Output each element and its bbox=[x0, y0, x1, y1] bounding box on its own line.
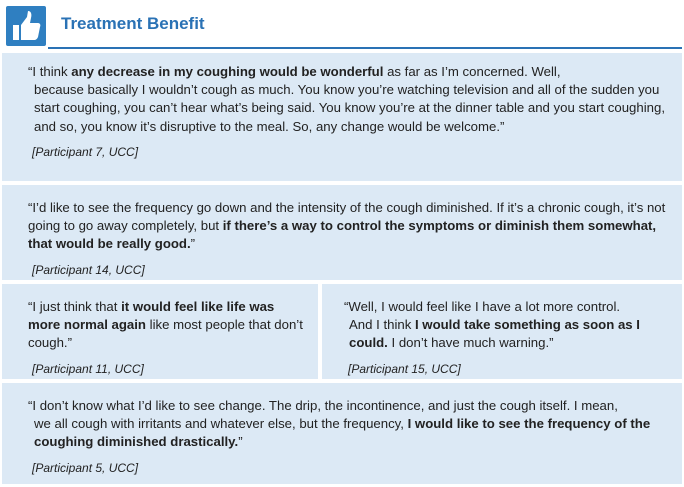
quote-attribution: [Participant 5, UCC] bbox=[32, 460, 139, 475]
header bbox=[0, 0, 684, 50]
quote-card bbox=[2, 53, 682, 181]
quote-text: “I’d like to see the frequency go down and the intensity of the cough diminished. If it’s a chronic cough, it’s not going to go away completely, but if there’s a way to control the symptoms or diminish them somewhat, that would be really good.” bbox=[28, 200, 666, 252]
quote-text-continued: because basically I wouldn’t cough as much. You know you’re watching television and all of the sudden you start coughing, you can’t hear what’s being said. You know you’re at the dinner table and you start coughing, and so, you know it’s disruptive to the meal. So, any change would be welcome.” bbox=[34, 82, 665, 134]
quote-attribution: [Participant 7, UCC] bbox=[32, 144, 139, 159]
quote-card bbox=[2, 383, 682, 484]
quote-text: “Well, I would feel like I have a lot more control. bbox=[344, 299, 621, 314]
quote-text-continued: we all cough with irritants and whatever else, but the frequency, I would like to see the frequency of the coughing diminished drastically.” bbox=[34, 416, 651, 450]
quote-attribution: [Participant 11, UCC] bbox=[32, 361, 144, 376]
quote-text-continued: And I think I would take something as soon as I could. I don’t have much warning.” bbox=[349, 317, 640, 351]
quote-card bbox=[2, 284, 318, 379]
thumbs-up-icon bbox=[6, 6, 46, 46]
quote-card bbox=[322, 284, 682, 379]
quote-text: “I don’t know what I’d like to see change. The drip, the incontinence, and just the cough itself. I mean, bbox=[28, 398, 618, 413]
header-rule bbox=[48, 47, 682, 49]
quote-attribution: [Participant 14, UCC] bbox=[32, 262, 145, 277]
section-title: Treatment Benefit bbox=[61, 14, 205, 33]
quote-text: “I think any decrease in my coughing would be wonderful as far as I’m concerned. Well, bbox=[28, 64, 561, 79]
quote-attribution: [Participant 15, UCC] bbox=[348, 361, 461, 376]
quote-card bbox=[2, 185, 682, 280]
quote-text: “I just think that it would feel like life was more normal again like most people that don’t cough.” bbox=[28, 299, 303, 351]
